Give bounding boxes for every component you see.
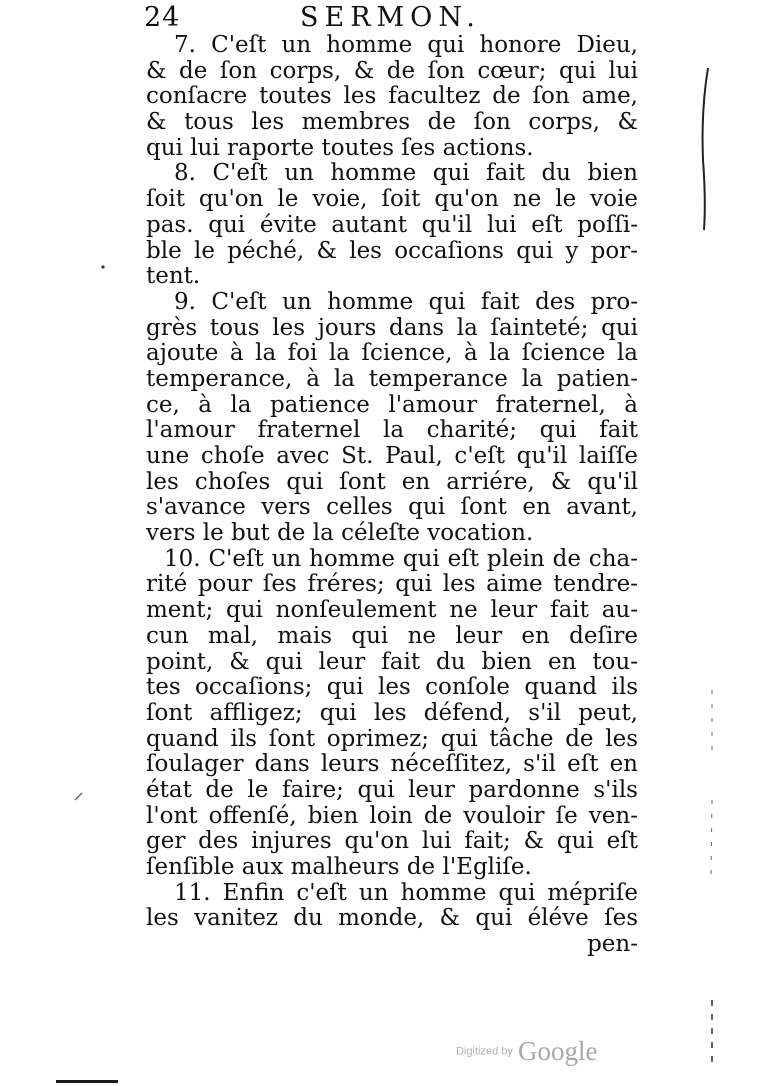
watermark-prefix: Digitized by: [456, 1045, 513, 1058]
text-line: tes occaſions; qui les conſole quand ils: [146, 674, 638, 701]
text-line: s'avance vers celles qui ſont en avant,: [146, 494, 638, 521]
margin-bracket-mark: [703, 68, 708, 230]
text-line: ſoulager dans leurs néceſſitez, s'il eſt en: [146, 751, 638, 778]
text-line: ce, à la patience l'amour fraternel, à: [146, 391, 638, 418]
text-line: 11. Enfin c'eſt un homme qui mépriſe: [174, 879, 638, 906]
text-line: ſenſible aux malheurs de l'Egliſe.: [146, 854, 532, 880]
page-number: 24: [144, 2, 181, 33]
running-head: SERMON.: [300, 2, 481, 33]
text-line: temperance, à la temperance la patien-: [146, 365, 638, 392]
text-line: quand ils ſont oprimez; qui tâche de les: [146, 725, 638, 752]
body-text: [146, 33, 638, 958]
text-line: cun mal, mais qui ne leur en deſire: [146, 622, 638, 649]
margin-tick-mark: [75, 793, 82, 800]
catchword: pen-: [587, 931, 638, 958]
text-line: les vanitez du monde, & qui éléve ſes: [146, 905, 638, 932]
text-line: ger des injures qu'on lui fait; & qui eſt: [146, 828, 638, 855]
text-line: ble le péché, & les occaſions qui y por-: [146, 237, 638, 264]
text-line: 7. C'eſt un homme qui honore Dieu,: [174, 32, 638, 58]
text-line: 8. C'eſt un homme qui fait du bien: [174, 160, 638, 187]
text-line: ment; qui nonſeulement ne leur fait au-: [146, 597, 638, 624]
text-line: l'ont offenſé, bien loin de vouloir ſe ven-: [146, 802, 638, 829]
text-line: & de ſon corps, & de ſon cœur; qui lui: [146, 57, 638, 84]
watermark-brand: Google: [517, 1036, 598, 1066]
text-line: & tous les membres de ſon corps, &: [146, 109, 638, 136]
text-line: ſont affligez; qui les défend, s'il peut,: [146, 699, 638, 726]
text-line: 10. C'eſt un homme qui eſt plein de cha-: [164, 545, 638, 572]
text-line: ſoit qu'on le voie, ſoit qu'on ne le voie: [146, 186, 638, 213]
scan-edge-rule: [56, 1080, 118, 1083]
margin-dot-mark: [101, 265, 104, 268]
text-line: rité pour ſes fréres; qui les aime tendre-: [146, 571, 638, 598]
text-line: conſacre toutes les facultez de ſon ame,: [146, 83, 638, 110]
text-line: tent.: [146, 263, 201, 290]
text-line: grès tous les jours dans la ſainteté; qui: [146, 314, 638, 341]
text-line: état de le faire; qui leur pardonne s'ils: [146, 776, 638, 803]
text-line: l'amour fraternel la charité; qui fait: [146, 417, 638, 444]
text-line: une choſe avec St. Paul, c'eſt qu'il laiſſe: [146, 443, 638, 469]
text-line: point, & qui leur fait du bien en tou-: [146, 648, 638, 675]
text-line: pas. qui évite autant qu'il lui eſt poſſi-: [146, 211, 638, 238]
text-line: les choſes qui ſont en arriére, & qu'il: [146, 468, 638, 495]
margin-dash-mark: [711, 690, 712, 880]
digitized-watermark: [456, 1036, 597, 1067]
text-line: 9. C'eſt un homme qui fait des pro-: [174, 288, 638, 315]
text-line: qui lui raporte toutes ſes actions.: [146, 134, 534, 161]
text-line: ajoute à la foi la ſcience, à la ſcience la: [146, 340, 638, 367]
text-line: vers le but de la céleſte vocation.: [146, 520, 534, 547]
